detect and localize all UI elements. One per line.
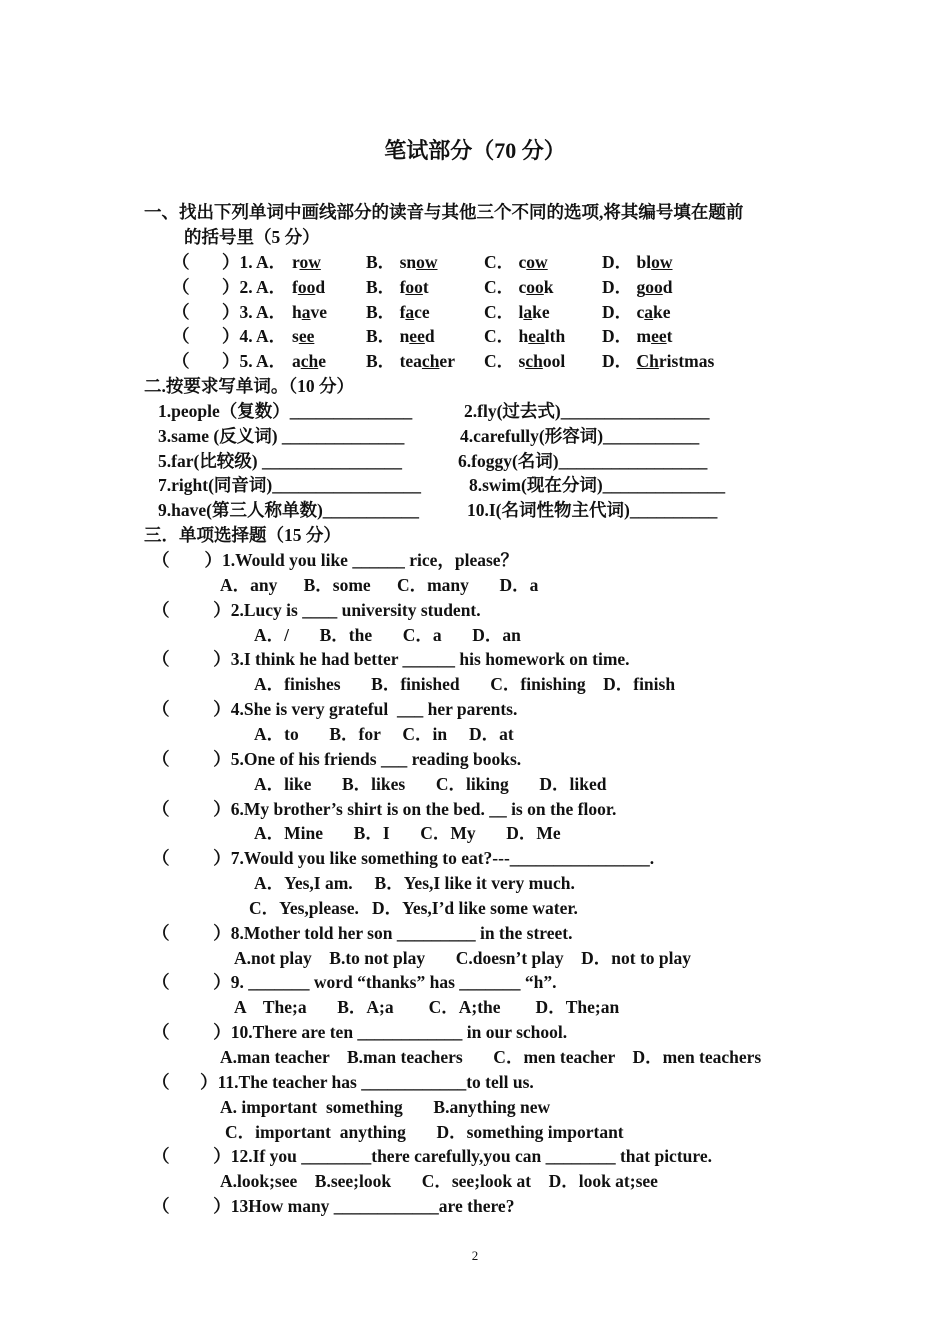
option-letter: B． <box>366 252 400 272</box>
word-part: ke <box>653 301 671 322</box>
option-letter: B． <box>366 326 400 347</box>
answer-bracket: （ <box>172 351 190 372</box>
word-part: ool <box>542 351 566 372</box>
question-stem: （ ）10.There are ten ____________ in our school. <box>152 1022 568 1043</box>
option-letter: D． <box>602 252 637 272</box>
option-a-word <box>292 302 327 322</box>
option-b-word <box>400 252 438 272</box>
word-part: ke <box>532 301 550 322</box>
answer-bracket: （ <box>172 276 190 297</box>
word-part: n <box>399 326 410 347</box>
underlined-part: oo <box>405 276 423 297</box>
word-part: ve <box>310 301 328 322</box>
underlined-part: a <box>523 301 533 322</box>
fill-item: 3.same (反义词) ______________ <box>158 425 405 446</box>
word-part: e <box>318 351 327 372</box>
word-part: r <box>292 252 300 272</box>
word-part: c <box>518 252 527 272</box>
fill-item: 4.carefully(形容词)___________ <box>460 425 700 446</box>
page-number: 2 <box>471 1248 479 1263</box>
word-part: g <box>636 276 646 297</box>
underlined-part: ow <box>416 252 438 272</box>
underlined-part: a <box>405 301 415 322</box>
question-stem: （ ）6.My brother’s shirt is on the bed. __ is on the floor. <box>152 798 617 819</box>
word-part: c <box>518 276 527 297</box>
section3-heading: 三．单项选择题（15 分） <box>144 525 341 545</box>
word-part: lth <box>544 326 566 347</box>
word-part: k <box>543 276 554 297</box>
option-b-word <box>400 277 429 297</box>
answer-options: A.man teacher B.man teachers C．men teacher D．men teachers <box>220 1047 762 1067</box>
page-title: 笔试部分（70 分） <box>384 138 566 163</box>
option-a <box>292 251 321 273</box>
option-d-word <box>637 277 673 297</box>
answer-options: C．Yes,please. D．Yes,I’d like some water. <box>249 897 578 918</box>
answer-options: A．any B．some C．many D．a <box>220 574 539 595</box>
underlined-part: Ch <box>636 351 659 372</box>
answer-options: A．to B．for C．in D．at <box>254 723 514 744</box>
option-c <box>484 350 565 372</box>
option-d-word <box>637 302 671 322</box>
option-c <box>484 251 548 273</box>
word-part: f <box>399 276 406 297</box>
word-part: s <box>292 326 299 347</box>
underlined-part: ow <box>299 252 321 272</box>
option-c-word <box>519 302 550 322</box>
option-letter: C． <box>484 276 519 297</box>
option-letter: B． <box>366 276 400 297</box>
underlined-part: a <box>301 301 311 322</box>
option-c <box>484 276 554 298</box>
option-c-word <box>519 326 566 346</box>
word-part: ristmas <box>658 351 715 372</box>
underlined-part: ow <box>526 252 548 272</box>
option-d <box>602 251 673 273</box>
word-part: h <box>292 301 302 322</box>
option-a-word <box>292 351 326 371</box>
underlined-part: oo <box>297 276 316 297</box>
option-b <box>366 251 438 273</box>
option-d <box>602 350 714 372</box>
question-stem: （ ）7.Would you like something to eat?---________________. <box>152 848 655 869</box>
option-b <box>366 325 435 347</box>
fill-item: 2.fly(过去式)_________________ <box>464 401 710 421</box>
fill-item: 10.I(名词性物主代词)__________ <box>467 500 718 521</box>
answer-bracket: （ <box>172 326 190 347</box>
word-part: l <box>518 301 524 322</box>
option-d-word <box>637 252 673 272</box>
fill-item: 8.swim(现在分词)______________ <box>469 475 726 496</box>
option-letter: D． <box>602 351 637 372</box>
word-part: bl <box>636 252 652 272</box>
option-letter: C． <box>484 326 519 347</box>
section2-heading: 二.按要求写单词。（10 分） <box>144 376 354 396</box>
option-b-word <box>400 302 430 322</box>
option-letter: C． <box>484 351 519 372</box>
option-a <box>292 301 327 323</box>
underlined-part: ee <box>409 326 425 347</box>
answer-options: A.look;see B.see;look C．see;look at D．look at;see <box>220 1171 658 1192</box>
question-stem: （ ）1.Would you like ______ rice，please？ <box>152 550 519 570</box>
question-stem: （ ）5.One of his friends ___ reading books. <box>152 748 522 769</box>
answer-options: A．like B．likes C．liking D．liked <box>254 773 607 794</box>
word-part: d <box>662 276 673 297</box>
question-number: ）2. A． <box>222 276 287 297</box>
option-letter: C． <box>484 252 519 272</box>
option-letter: D． <box>602 301 637 322</box>
answer-options: C．important anything D．something important <box>225 1121 624 1142</box>
option-c <box>484 301 550 323</box>
word-part: f <box>292 276 298 297</box>
underlined-part: a <box>644 301 654 322</box>
question-stem: （ ）8.Mother told her son _________ in the street. <box>152 922 573 943</box>
fill-item: 6.foggy(名词)_________________ <box>458 450 708 471</box>
option-letter: B． <box>366 301 400 322</box>
word-part: h <box>518 326 529 347</box>
question-number: ）5. A． <box>222 351 287 372</box>
answer-options: A．Yes,I am. B．Yes,I like it very much. <box>254 873 575 894</box>
question-stem: （ ）12.If you ________there carefully,you can ________ that picture. <box>152 1146 712 1167</box>
word-part: t <box>666 326 673 347</box>
word-part: c <box>636 301 645 322</box>
fill-item: 7.right(同音词)_________________ <box>158 475 421 496</box>
underlined-part: ow <box>651 252 673 272</box>
fill-item: 9.have(第三人称单数)___________ <box>158 500 420 521</box>
word-part: d <box>424 326 435 347</box>
option-b-word <box>400 351 455 371</box>
option-c-word <box>519 351 566 371</box>
word-part: f <box>399 301 406 322</box>
answer-options: A．Mine B．I C．My D．Me <box>254 823 561 844</box>
question-stem: （ ）9. _______ word “thanks” has _______ “h”. <box>152 972 557 993</box>
word-part: m <box>636 326 652 347</box>
option-letter: D． <box>602 276 637 297</box>
underlined-part: oo <box>526 276 544 297</box>
option-b <box>366 276 429 298</box>
question-number: ）3. A． <box>222 301 287 322</box>
option-a-word <box>292 252 321 272</box>
option-d <box>602 276 673 298</box>
option-c-word <box>519 252 548 272</box>
option-c-word <box>519 277 554 297</box>
option-b <box>366 350 455 372</box>
option-b <box>366 301 430 323</box>
fill-item: 5.far(比较级) ________________ <box>158 450 403 471</box>
answer-options: A．/ B．the C．a D．an <box>254 624 521 645</box>
underlined-part: ee <box>651 326 667 347</box>
word-part: d <box>315 276 326 297</box>
option-a-word <box>292 277 325 297</box>
word-part: tea <box>399 351 422 372</box>
option-letter: C． <box>484 301 519 322</box>
underlined-part: ch <box>300 351 319 372</box>
answer-options: A. important something B.anything new <box>220 1096 551 1117</box>
question-stem: （ ）3.I think he had better ______ his homework on time. <box>152 649 630 670</box>
fill-item: 1.people（复数）______________ <box>158 401 413 421</box>
option-d-word <box>637 326 673 346</box>
option-c <box>484 325 565 347</box>
question-stem: （ ）11.The teacher has ____________to tell us. <box>152 1071 534 1092</box>
answer-options: A．finishes B．finished C．finishing D．finish <box>254 674 676 695</box>
word-part: a <box>292 351 301 372</box>
option-d <box>602 325 672 347</box>
option-d-word <box>637 351 715 371</box>
option-letter: D． <box>602 326 637 347</box>
word-part: ce <box>414 301 430 322</box>
question-stem: （ ）2.Lucy is ____ university student. <box>152 599 481 620</box>
answer-bracket: （ <box>172 301 190 322</box>
answer-options: A.not play B.to not play C.doesn’t play D．not to play <box>234 947 691 968</box>
word-part: t <box>422 276 429 297</box>
underlined-part: oo <box>645 276 663 297</box>
question-stem: （ ）13How many ____________are there? <box>152 1196 515 1217</box>
option-letter: B． <box>366 351 400 372</box>
question-stem: （ ）4.She is very grateful ___ her parents. <box>152 699 518 720</box>
option-a <box>292 350 326 372</box>
question-number: ）1. A． <box>222 252 287 272</box>
question-number: ）4. A． <box>222 326 287 347</box>
option-a <box>292 325 314 347</box>
option-d <box>602 301 671 323</box>
word-part: er <box>439 351 455 372</box>
answer-options: A The;a B．A;a C．A;the D．The;an <box>234 997 620 1018</box>
underlined-part: ch <box>525 351 543 372</box>
section1-heading: 一、找出下列单词中画线部分的读音与其他三个不同的选项,将其编号填在题前 <box>144 202 744 222</box>
option-b-word <box>400 326 435 346</box>
underlined-part: ea <box>528 326 545 347</box>
underlined-part: ch <box>421 351 440 372</box>
word-part: sn <box>399 252 417 272</box>
option-a <box>292 276 325 298</box>
section1-heading-cont: 的括号里（5 分） <box>184 227 320 247</box>
underlined-part: ee <box>298 326 315 347</box>
option-a-word <box>292 326 314 346</box>
word-part: s <box>518 351 526 372</box>
answer-bracket: （ <box>172 252 190 272</box>
